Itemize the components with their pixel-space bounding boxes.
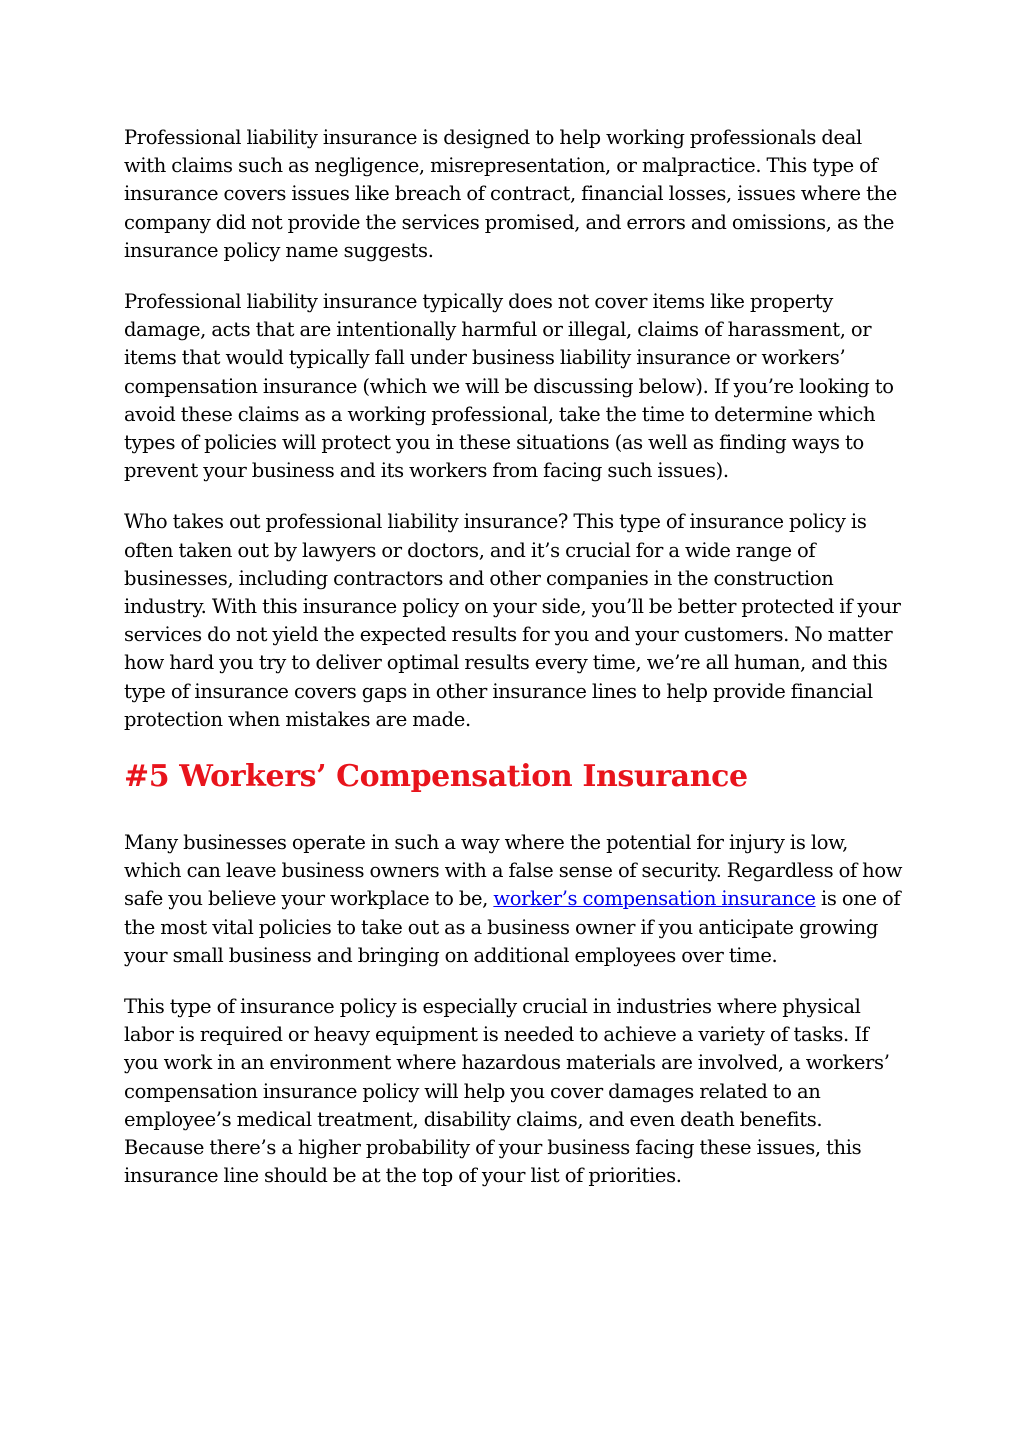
paragraph-who-takes-out-insurance: Who takes out professional liability insurance? This type of insurance policy is often taken out by lawyers or doctors, and it’s crucial for a wide range of businesses, including contractors and other companies in the construction industry. With this insurance policy on your side, you’ll be better protected if your services do not yield the expected results for you and your customers. No matter how hard you try to deliver optimal results every time, we’re all human, and this type of insurance covers gaps in other insurance lines to help provide financial protection when mistakes are made.: [124, 510, 901, 731]
paragraph-professional-liability-definition: Professional liability insurance is designed to help working professionals deal with claims such as negligence, misrepresentation, or malpractice. This type of insurance covers issues like breach of contract, financial losses, issues where the company did not provide the services promised, and errors and omissions, as the insurance policy name suggests.: [124, 126, 897, 262]
paragraph-text-after-link: is one of the most vital policies to take out as a business owner if you anticipate growing your small business and bringing on additional employees over time.: [124, 887, 901, 967]
section-heading-workers-compensation: #5 Workers’ Compensation Insurance: [124, 759, 748, 795]
paragraph-text-before-link: Many businesses operate in such a way where the potential for injury is low, which can leave business owners with a false sense of security. Regardless of how safe you believe your workplace to be,: [124, 831, 903, 911]
document-page: [124, 124, 904, 1214]
workers-compensation-insurance-link[interactable]: worker’s compensation insurance: [493, 887, 816, 911]
paragraph-professional-liability-exclusions: Professional liability insurance typically does not cover items like property damage, acts that are intentionally harmful or illegal, claims of harassment, or items that would typically fall under business liability insurance or workers’ compensation insurance (which we will be discussing below). If you’re looking to avoid these claims as a working professional, take the time to determine which types of policies will protect you in these situations (as well as finding ways to prevent your business and its workers from facing such issues).: [124, 290, 894, 483]
paragraph-industries-physical-labor: This type of insurance policy is especially crucial in industries where physical labor is required or heavy equipment is needed to achieve a variety of tasks. If you work in an environment where hazardous materials are involved, a workers’ compensation insurance policy will help you cover damages related to an employee’s medical treatment, disability claims, and even death benefits. Because there’s a higher probability of your business facing these issues, this insurance line should be at the top of your list of priorities.: [124, 995, 890, 1188]
paragraph-workers-compensation-intro: [124, 829, 904, 970]
